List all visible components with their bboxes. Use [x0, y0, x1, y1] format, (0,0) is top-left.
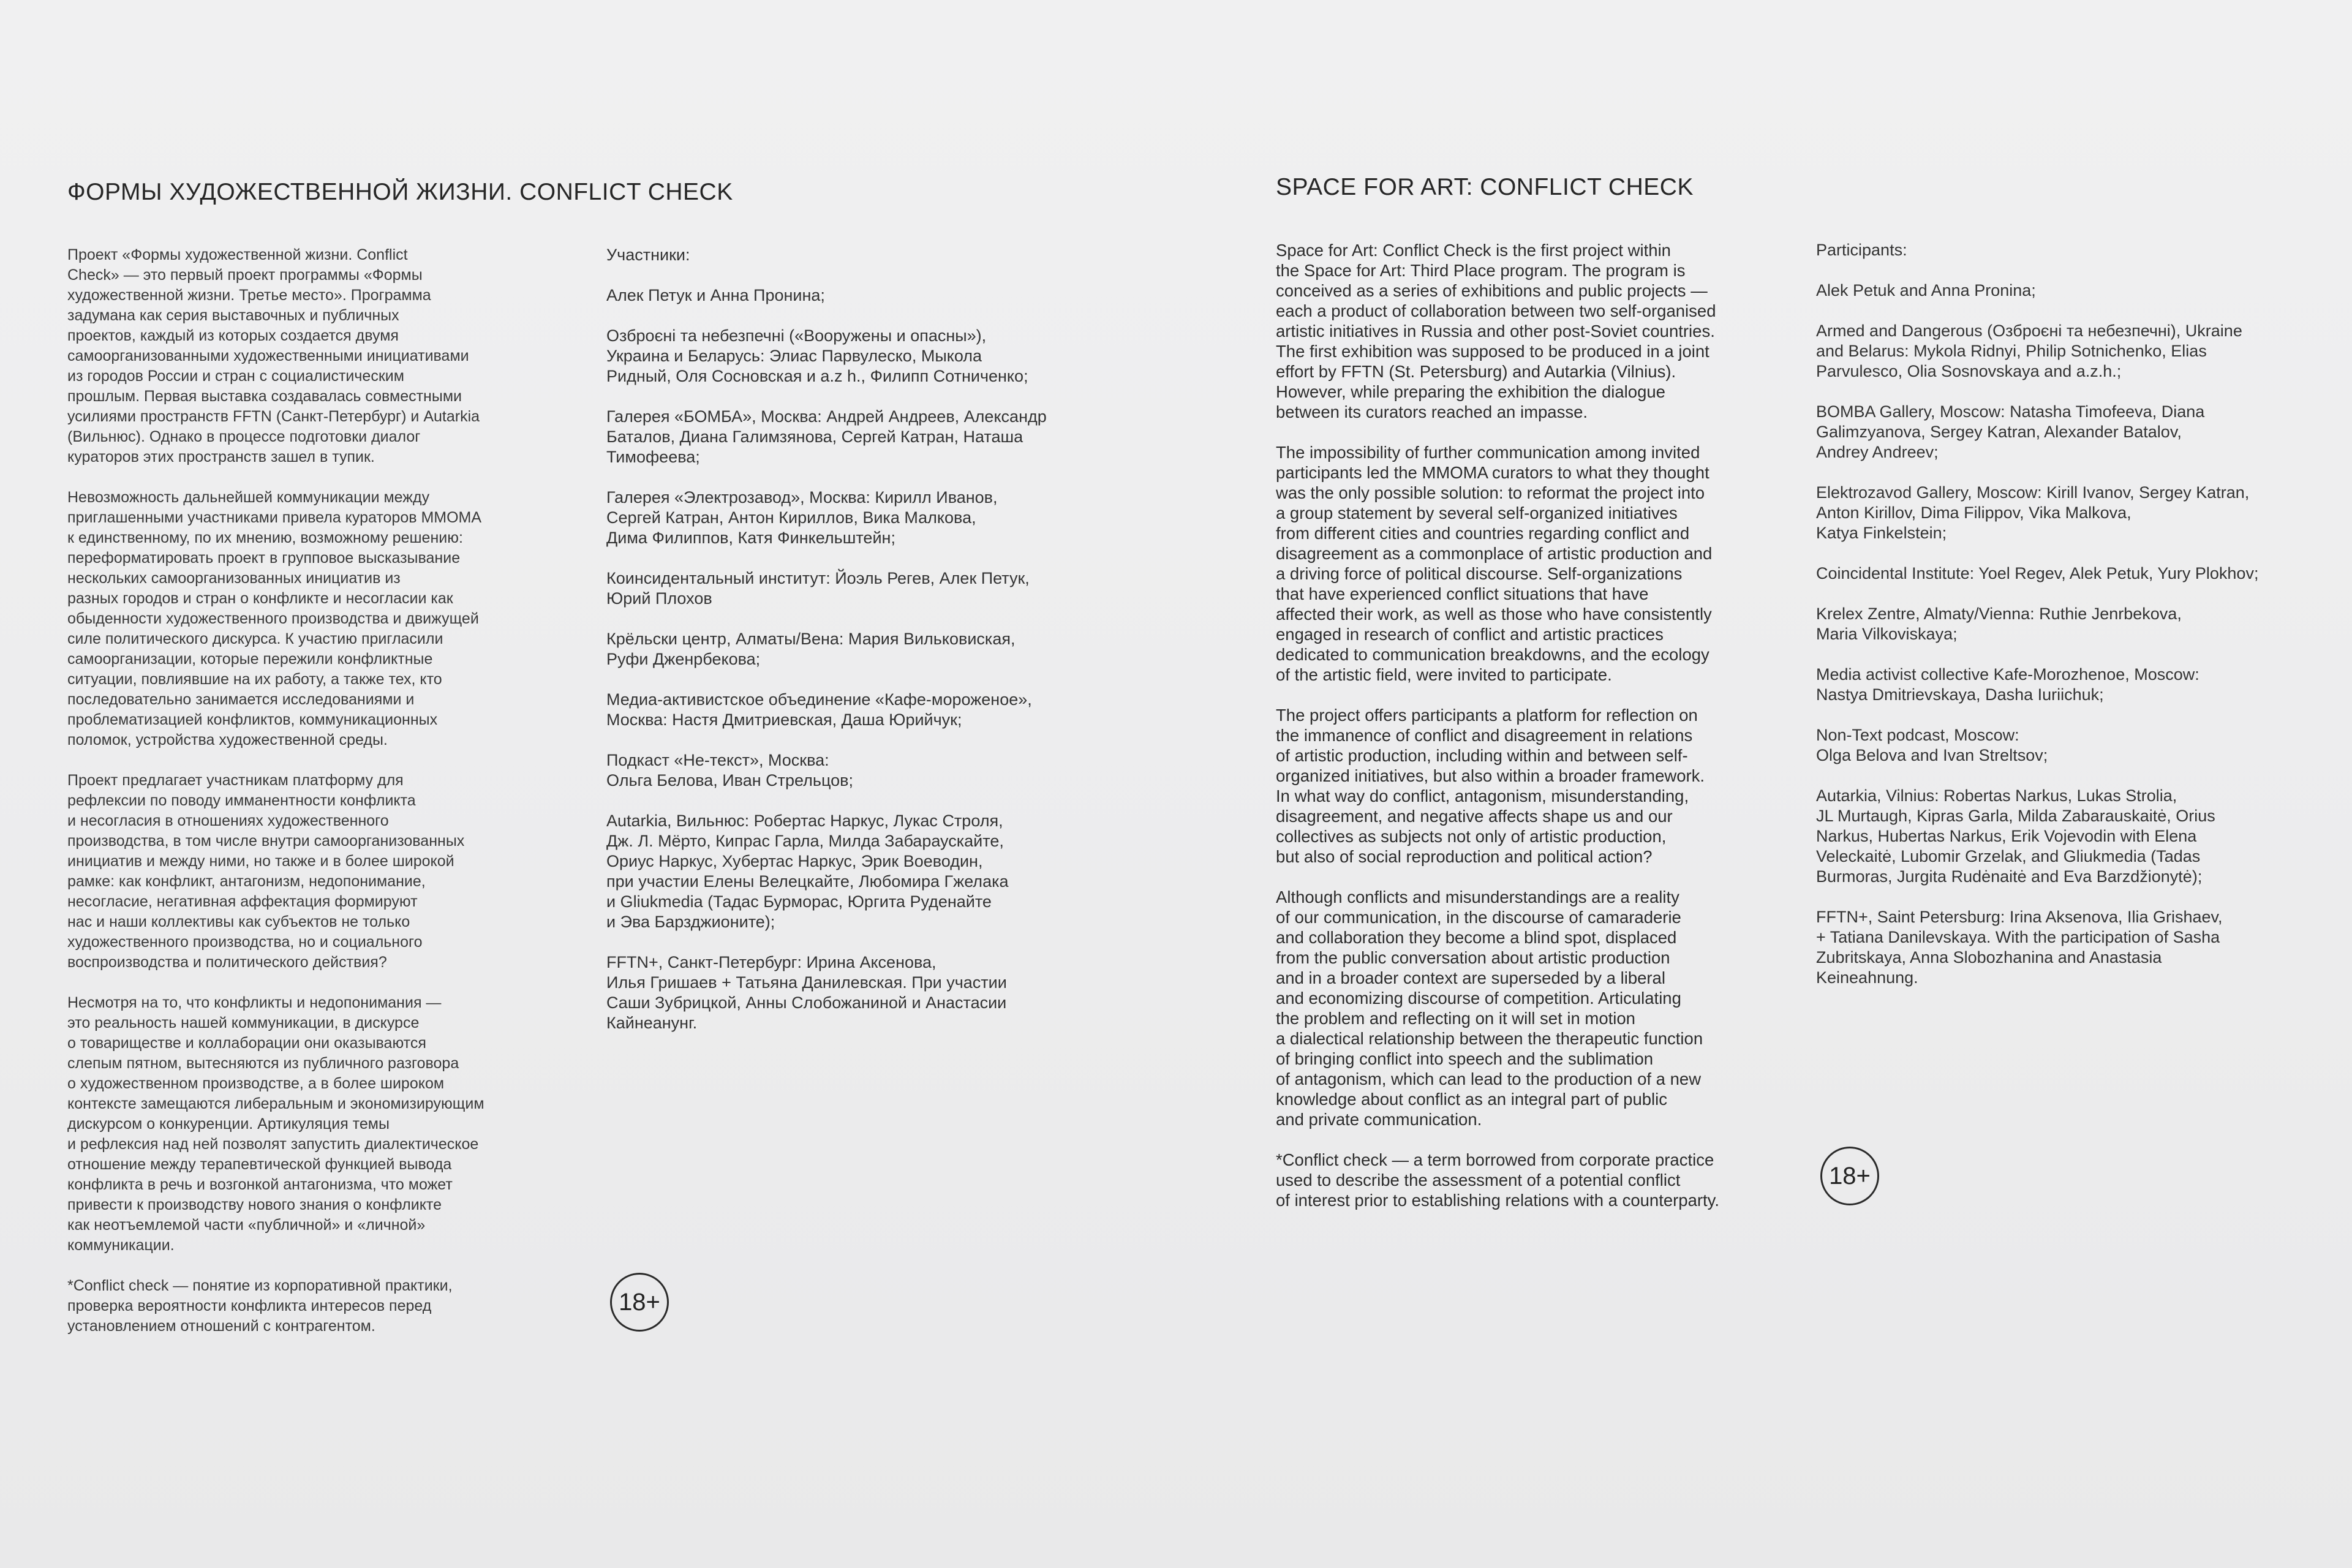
- en-participant-entry: Coincidental Institute: Yoel Regev, Alek Petuk, Yury Plokhov;: [1816, 564, 2259, 582]
- en-age-rating-badge: 18+: [1820, 1147, 1879, 1205]
- ru-participant-entry: Галерея «БОМБА», Москва: Андрей Андреев, Александр Баталов, Диана Галимзянова, Сергей Катран, Наташа Тимофеева;: [606, 407, 1047, 466]
- ru-participant-entry: Медиа-активистское объединение «Кафе-мороженое», Москва: Настя Дмитриевская, Даша Юрийчук;: [606, 690, 1032, 729]
- en-intro-paragraph: The project offers participants a platform for reflection on the immanence of conflict and disagreement in relations of artistic production, including within and between self- organized initiatives, but also within a broader framework. In what way do conflict, antagonism, misunderstanding, disagreement, and negative affects shape us and our collectives as subjects not only of artistic production, but also of social reproduction and political action?: [1276, 706, 1705, 866]
- ru-intro-column: [67, 245, 576, 1336]
- en-title: SPACE FOR ART: CONFLICT CHECK: [1276, 174, 1694, 200]
- en-participants-column: [1816, 240, 2337, 988]
- en-participant-entry: Non-Text podcast, Moscow: Olga Belova and Ivan Streltsov;: [1816, 726, 2048, 764]
- ru-intro-paragraph: Несмотря на то, что конфликты и недопонимания — это реальность нашей коммуникации, в дискурсе о товариществе и коллаборации они оказываются слепым пятном, вытесняются из публичного разговора о художественном производстве, а в более широком контексте замещаются либеральным и экономизирующим дискурсом о конкуренции. Артикуляция темы и рефлексия над ней позволят запустить диалектическое отношение между терапевтической функцией вывода конфликта в речь и возгонкой антагонизма, что может привести к производству нового знания о конфликте как неотъемлемой части «публичной» и «личной» коммуникации.: [67, 994, 484, 1254]
- ru-participant-entry: Подкаст «Не-текст», Москва: Ольга Белова, Иван Стрельцов;: [606, 751, 853, 790]
- en-participant-entry: Krelex Zentre, Almaty/Vienna: Ruthie Jenrbekova, Maria Vilkoviskaya;: [1816, 605, 2182, 643]
- ru-participant-entry: Озброєні та небезпечні («Вооружены и опасны»), Украина и Беларусь: Элиас Парвулеско, Мыкола Ридный, Оля Сосновская и a.z h., Филипп Сотниченко;: [606, 326, 1028, 385]
- en-intro-paragraph: Although conflicts and misunderstandings are a reality of our communication, in the discourse of camaraderie and collaboration they become a blind spot, displaced from the public conversation about artistic production and in a broader context are superseded by a liberal and economizing discourse of competition. Articulating the problem and reflecting on it will set in motion a dialectical relationship between the therapeutic function of bringing conflict into speech and the sublimation of antagonism, which can lead to the production of a new knowledge about conflict as an integral part of public and private communication.: [1276, 888, 1703, 1129]
- ru-intro-paragraph: Проект «Формы художественной жизни. Conflict Check» — это первый проект программы «Формы художественной жизни. Третье место». Программа задумана как серия выставочных и публичных проектов, каждый из которых создается двумя самоорганизованными художественными инициативами из городов России и стран с социалистическим прошлым. Первая выставка создавалась совместными усилиями пространств FFTN (Санкт-Петербург) и Autarkia (Вильнюс). Однако в процессе подготовки диалог кураторов этих пространств зашел в тупик.: [67, 246, 480, 466]
- ru-age-rating-badge: 18+: [610, 1273, 669, 1332]
- ru-participant-entry: Коинсидентальный институт: Йоэль Регев, Алек Петук, Юрий Плохов: [606, 569, 1030, 608]
- ru-participant-entry: Алек Петук и Анна Пронина;: [606, 286, 825, 304]
- ru-intro-paragraph: Невозможность дальнейшей коммуникации между приглашенными участниками привела кураторов ММОМА к единственному, по их мнению, возможному решению: переформатировать проект в групповое высказывание нескольких самоорганизованных инициатив из разных городов и стран о конфликте и несогласии как обыденности художественного производства и движущей силе политического дискурса. К участию пригласили самоорганизации, которые пережили конфликтные ситуации, повлиявшие на их работу, а также тех, кто последовательно занимается исследованиями и проблематизацией конфликтов, коммуникационных поломок, устройства художественной среды.: [67, 489, 482, 748]
- ru-participant-entry: Autarkia, Вильнюс: Робертас Наркус, Лукас Строля, Дж. Л. Мёрто, Кипрас Гарла, Милда Забараускайте, Ориус Наркус, Хубертас Наркус, Эрик Воеводин, при участии Елены Велецкайте, Любомира Гжелака и Gliukmedia (Тадас Бурморас, Юргита Руденайте и Эва Барзджионите);: [606, 812, 1009, 931]
- en-participant-entry: FFTN+, Saint Petersburg: Irina Aksenova, Ilia Grishaev, + Tatiana Danilevskaya. With the participation of Sasha Zubritskaya, Anna Slobozhanina and Anastasia Keineahnung.: [1816, 908, 2223, 987]
- en-intro-column: [1276, 240, 1803, 1210]
- ru-intro-paragraph: Проект предлагает участникам платформу для рефлексии по поводу имманентности конфликта и несогласия в отношениях художественного производства, в том числе внутри самоорганизованных инициатив и между ними, но также и в более широкой рамке: как конфликт, антагонизм, недопонимание, несогласие, негативная аффектация формируют нас и наши коллективы как субъектов не только художественного производства, но и социального воспроизводства и политического действия?: [67, 772, 465, 971]
- en-participant-entry: Elektrozavod Gallery, Moscow: Kirill Ivanov, Sergey Katran, Anton Kirillov, Dima Filippov, Vika Malkova, Katya Finkelstein;: [1816, 483, 2250, 542]
- ru-participant-entry: Крёльски центр, Алматы/Вена: Мария Вильковиская, Руфи Дженрбекова;: [606, 630, 1016, 668]
- en-participant-entry: Alek Petuk and Anna Pronina;: [1816, 281, 2036, 300]
- ru-participant-entry: FFTN+, Санкт-Петербург: Ирина Аксенова, Илья Гришаев + Татьяна Данилевская. При участии Саши Зубрицкой, Анны Слобожаниной и Анастасии Кайнеанунг.: [606, 953, 1007, 1032]
- en-intro-paragraph: The impossibility of further communication among invited participants led the MMOMA curators to what they thought was the only possible solution: to reformat the project into a group statement by several self-organized initiatives from different cities and countries regarding conflict and disagreement as a commonplace of artistic production and a driving force of political discourse. Self-organizations that have experienced conflict situations that have affected their work, as well as those who have consistently engaged in research of conflict and artistic practices dedicated to communication breakdowns, and the ecology of the artistic field, were invited to participate.: [1276, 443, 1713, 684]
- ru-footnote: *Conflict check — понятие из корпоративной практики, проверка вероятности конфликта интересов перед установлением отношений с контрагентом.: [67, 1277, 453, 1335]
- en-participant-entry: Autarkia, Vilnius: Robertas Narkus, Lukas Strolia, JL Murtaugh, Kipras Garla, Milda Zabarauskaitė, Orius Narkus, Hubertas Narkus, Erik Vojevodin with Elena Veleckaitė, Lubomir Grzelak, and Gliukmedia (Tadas Burmoras, Jurgita Rudėnaitė and Eva Barzdžionytė);: [1816, 786, 2215, 886]
- en-footnote: *Conflict check — a term borrowed from corporate practice used to describe the assessment of a potential conflict of interest prior to establishing relations with a counterparty.: [1276, 1150, 1720, 1210]
- en-participant-entry: Media activist collective Kafe-Morozhenoe, Moscow: Nastya Dmitrievskaya, Dasha Iuriichuk;: [1816, 665, 2199, 704]
- en-participant-entry: Armed and Dangerous (Озброєні та небезпечні), Ukraine and Belarus: Mykola Ridnyi, Philip Sotnichenko, Elias Parvulesco, Olia Sosnovskaya and a.z.h.;: [1816, 322, 2242, 380]
- ru-participants-heading: Участники:: [606, 246, 690, 264]
- en-intro-paragraph: Space for Art: Conflict Check is the first project within the Space for Art: Third Place program. The program is conceived as a series of exhibitions and public projects — each a product of collaboration between two self-organised artistic initiatives in Russia and other post-Soviet countries. The first exhibition was supposed to be produced in a joint effort by FFTN (St. Petersburg) and Autarkia (Vilnius). However, while preparing the exhibition the dialogue between its curators reached an impasse.: [1276, 241, 1716, 421]
- ru-participant-entry: Галерея «Электрозавод», Москва: Кирилл Иванов, Сергей Катран, Антон Кириллов, Вика Малкова, Дима Филиппов, Катя Финкельштейн;: [606, 488, 998, 547]
- en-participant-entry: BOMBA Gallery, Moscow: Natasha Timofeeva, Diana Galimzyanova, Sergey Katran, Alexander Batalov, Andrey Andreev;: [1816, 402, 2205, 461]
- ru-participants-column: [606, 245, 1115, 1033]
- en-participants-heading: Participants:: [1816, 241, 1907, 259]
- ru-title: ФОРМЫ ХУДОЖЕСТВЕННОЙ ЖИЗНИ. CONFLICT CHECK: [67, 179, 733, 205]
